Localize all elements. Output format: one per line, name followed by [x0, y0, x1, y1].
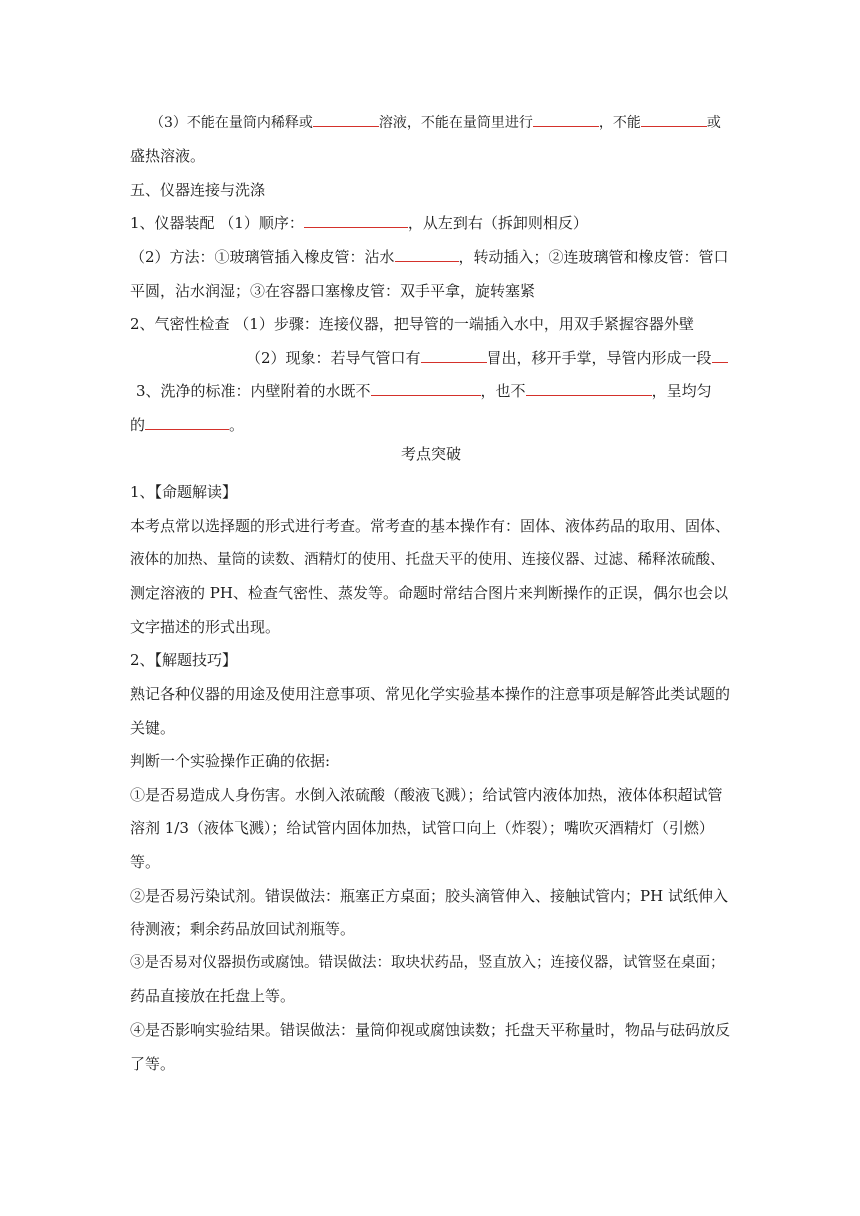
- line-airtight-steps: 2、气密性检查 （1）步骤：连接仪器，把导管的一端插入水中，用双手紧握容器外壁: [130, 315, 694, 333]
- paragraph-line: ②是否易污染试剂。错误做法：瓶塞正方桌面；胶头滴管伸入、接触试管内；PH 试纸伸入: [130, 887, 728, 905]
- answer-blank[interactable]: [313, 112, 379, 127]
- section-heading: 五、仪器连接与洗涤: [130, 181, 266, 199]
- paragraph-line: 文字描述的形式出现。: [130, 618, 281, 636]
- paragraph-line: 熟记各种仪器的用途及使用注意事项、常见化学实验基本操作的注意事项是解答此类试题的: [130, 685, 731, 703]
- topic-interpretation-title: 1、【命题解读】: [130, 483, 238, 501]
- answer-blank[interactable]: [421, 348, 487, 363]
- line-method: （2）方法：①玻璃管插入橡皮管：沾水 ，转动插入；②连玻璃管和橡皮管：管口: [130, 248, 729, 266]
- line-hot-solution: 盛热溶液。: [130, 147, 206, 165]
- answer-blank[interactable]: [395, 247, 459, 262]
- answer-blank[interactable]: [533, 112, 599, 127]
- answer-blank[interactable]: [371, 381, 481, 396]
- paragraph-line: 判断一个实验操作正确的依据:: [130, 752, 331, 770]
- line-clean-standard: 3、洗净的标准：内壁附着的水既不 ，也不 ，呈均匀: [136, 382, 712, 400]
- answer-blank[interactable]: [712, 348, 728, 363]
- paragraph-line: 溶剂 1/3（液体飞溅）；给试管内固体加热，试管口向上（炸裂）；嘴吹灭酒精灯（引燃）: [130, 819, 714, 837]
- answer-blank[interactable]: [145, 415, 229, 430]
- paragraph-line: ③是否易对仪器损伤或腐蚀。错误做法：取块状药品，竖直放入；连接仪器，试管竖在桌面；: [130, 955, 725, 971]
- paragraph-line: 了等。: [130, 1055, 176, 1073]
- solving-tips-title: 2、【解题技巧】: [130, 651, 238, 669]
- paragraph-line: ①是否易造成人身伤害。水倒入浓硫酸（酸液飞溅）；给试管内液体加热，液体体积超试管: [130, 786, 723, 804]
- answer-blank[interactable]: [641, 112, 707, 127]
- section-title: 考点突破: [400, 445, 461, 463]
- paragraph-line: 关键。: [130, 719, 176, 737]
- answer-blank[interactable]: [526, 381, 652, 396]
- line-assembly: 1、仪器装配 （1）顺序： ，从左到右（拆卸则相反）: [130, 214, 588, 232]
- answer-blank[interactable]: [304, 213, 408, 228]
- paragraph-line: 液体的加热、量筒的读数、酒精灯的使用、托盘天平的使用、连接仪器、过滤、稀释浓硫酸、: [130, 552, 725, 568]
- paragraph-line: 测定溶液的 PH、检查气密性、蒸发等。命题时常结合图片来判断操作的正误，偶尔也会以: [130, 584, 728, 602]
- line-dilute: （3）不能在量筒内稀释或 溶液，不能在量筒里进行 ，不能 或: [130, 112, 732, 133]
- paragraph-line: ④是否影响实验结果。错误做法：量筒仰视或腐蚀读数；托盘天平称量时，物品与砝码放反: [130, 1021, 731, 1039]
- line-airtight-phenomenon: （2）现象：若导气管口有 冒出，移开手掌，导管内形成一段: [130, 348, 732, 368]
- paragraph-line: 待测液；剩余药品放回试剂瓶等。: [130, 920, 356, 938]
- line-method-cont: 平圆，沾水润湿；③在容器口塞橡皮管：双手平拿，旋转塞紧: [130, 282, 536, 300]
- paragraph-line: 等。: [130, 853, 161, 871]
- paragraph-line: 药品直接放在托盘上等。: [130, 987, 296, 1005]
- line-clean-standard-cont: 的 。: [130, 416, 245, 434]
- paragraph-line: 本考点常以选择题的形式进行考查。常考查的基本操作有：固体、液体药品的取用、固体、: [130, 517, 731, 535]
